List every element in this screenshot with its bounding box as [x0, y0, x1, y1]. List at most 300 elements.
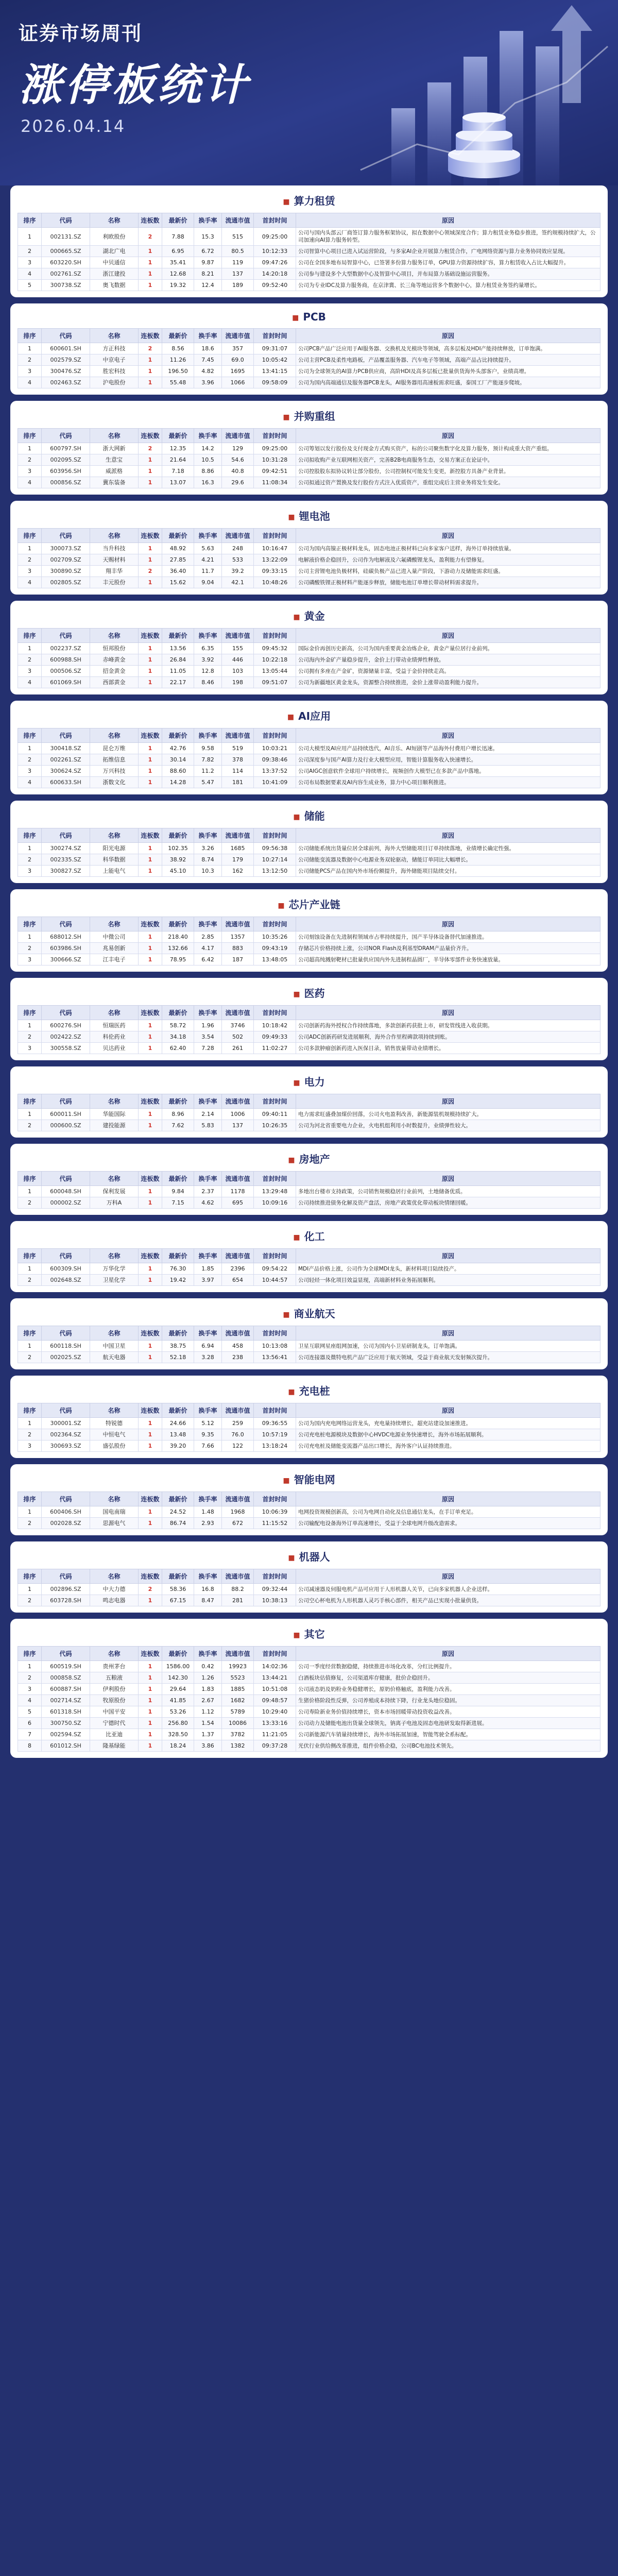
turnover-cell: 8.74	[194, 854, 222, 866]
reason-cell: 卫星互联网星座组网加速，公司为国内小卫星研制龙头，订单饱满。	[296, 1341, 600, 1352]
table-row	[18, 477, 600, 488]
table-row	[18, 454, 600, 466]
price-cell: 7.88	[162, 228, 194, 246]
column-header: 首封时间	[254, 213, 296, 228]
table-header-row	[18, 1172, 600, 1186]
turnover-cell: 1.37	[194, 1729, 222, 1740]
hero-banner	[0, 0, 618, 185]
rank-cell: 2	[18, 854, 42, 866]
market-cap-cell: 198	[222, 677, 254, 688]
turnover-cell: 4.62	[194, 1197, 222, 1209]
column-header: 连板数	[139, 1647, 162, 1661]
sector-title	[18, 191, 600, 213]
column-header: 原因	[296, 1326, 600, 1341]
sector-title-text: 芯片产业链	[288, 899, 340, 911]
turnover-cell: 15.3	[194, 228, 222, 246]
table-row	[18, 1197, 600, 1209]
sector-title	[18, 806, 600, 828]
turnover-cell: 11.2	[194, 766, 222, 777]
stock-code-cell: 300073.SZ	[42, 543, 90, 554]
board-count-cell: 2	[139, 443, 162, 454]
market-cap-cell: 187	[222, 954, 254, 965]
board-count-cell: 1	[139, 1684, 162, 1695]
market-cap-cell: 3782	[222, 1729, 254, 1740]
stock-code-cell: 600118.SH	[42, 1341, 90, 1352]
rank-cell: 5	[18, 280, 42, 291]
table-header-row	[18, 1326, 600, 1341]
column-header: 连板数	[139, 1326, 162, 1341]
limit-up-table	[18, 1492, 600, 1529]
rank-cell: 4	[18, 1695, 42, 1706]
stock-code-cell: 002028.SZ	[42, 1518, 90, 1529]
sector-title-text: 充电桩	[299, 1385, 330, 1397]
board-count-cell: 1	[139, 1706, 162, 1718]
column-header: 流通市值	[222, 1006, 254, 1020]
column-header: 原因	[296, 1647, 600, 1661]
column-header: 连板数	[139, 1403, 162, 1418]
market-cap-cell: 357	[222, 343, 254, 354]
market-cap-cell: 458	[222, 1341, 254, 1352]
stock-name-cell: 阳光电源	[90, 843, 139, 854]
board-count-cell: 1	[139, 754, 162, 766]
column-header: 换手率	[194, 1326, 222, 1341]
sector-title	[18, 309, 600, 328]
column-header: 原因	[296, 1172, 600, 1186]
first-seal-time-cell: 10:22:18	[254, 654, 296, 666]
first-seal-time-cell: 13:44:21	[254, 1672, 296, 1684]
stock-code-cell: 002025.SZ	[42, 1352, 90, 1363]
table-row	[18, 1518, 600, 1529]
board-count-cell: 1	[139, 1506, 162, 1518]
stock-code-cell: 601069.SH	[42, 677, 90, 688]
price-cell: 15.62	[162, 577, 194, 588]
sector-section	[10, 601, 608, 694]
table-row	[18, 743, 600, 754]
stock-code-cell: 603956.SH	[42, 466, 90, 477]
column-header: 换手率	[194, 213, 222, 228]
rank-cell: 1	[18, 343, 42, 354]
rank-cell: 1	[18, 443, 42, 454]
column-header: 名称	[90, 728, 139, 743]
column-header: 流通市值	[222, 213, 254, 228]
sector-section	[10, 1464, 608, 1535]
turnover-cell: 1.26	[194, 1672, 222, 1684]
table-row	[18, 1740, 600, 1752]
stock-code-cell: 300624.SZ	[42, 766, 90, 777]
sector-title-text: 储能	[304, 810, 325, 822]
column-header: 首封时间	[254, 917, 296, 931]
column-header: 名称	[90, 1249, 139, 1263]
table-row	[18, 257, 600, 268]
limit-up-table	[18, 1326, 600, 1363]
table-row	[18, 777, 600, 788]
reason-cell: 公司超高纯溅射靶材已批量供应国内外先进制程晶圆厂，半导体零部件业务快速放量。	[296, 954, 600, 965]
first-seal-time-cell: 09:42:51	[254, 466, 296, 477]
reason-cell: 公司为新疆地区黄金龙头，资源整合持续推进，金价上涨带动盈利能力提升。	[296, 677, 600, 688]
reason-cell: 公司持续推进债务化解及资产盘活，房地产政策优化带动板块情绪回暖。	[296, 1197, 600, 1209]
rank-cell: 8	[18, 1740, 42, 1752]
column-header: 换手率	[194, 1569, 222, 1584]
column-header: 排序	[18, 1172, 42, 1186]
market-cap-cell: 181	[222, 777, 254, 788]
column-header: 流通市值	[222, 1492, 254, 1506]
turnover-cell: 8.86	[194, 466, 222, 477]
rank-cell: 4	[18, 377, 42, 388]
first-seal-time-cell: 13:33:16	[254, 1718, 296, 1729]
board-count-cell: 1	[139, 466, 162, 477]
price-cell: 78.95	[162, 954, 194, 965]
column-header: 换手率	[194, 329, 222, 343]
stock-code-cell: 300890.SZ	[42, 566, 90, 577]
market-cap-cell: 129	[222, 443, 254, 454]
column-header: 最新价	[162, 1647, 194, 1661]
column-header: 流通市值	[222, 1326, 254, 1341]
stock-name-cell: 比亚迪	[90, 1729, 139, 1740]
stock-name-cell: 胜宏科技	[90, 366, 139, 377]
column-header: 连板数	[139, 429, 162, 443]
stock-code-cell: 600988.SH	[42, 654, 90, 666]
turnover-cell: 16.3	[194, 477, 222, 488]
column-header: 最新价	[162, 1172, 194, 1186]
column-header: 排序	[18, 629, 42, 643]
stock-name-cell: 奥飞数据	[90, 280, 139, 291]
price-cell: 58.72	[162, 1020, 194, 1031]
column-header: 流通市值	[222, 1403, 254, 1418]
column-header: 排序	[18, 1006, 42, 1020]
stock-code-cell: 002594.SZ	[42, 1729, 90, 1740]
stock-code-cell: 300001.SZ	[42, 1418, 90, 1429]
stock-code-cell: 688012.SH	[42, 931, 90, 943]
column-header: 代码	[42, 213, 90, 228]
price-cell: 7.15	[162, 1197, 194, 1209]
sector-section	[10, 303, 608, 395]
table-row	[18, 466, 600, 477]
market-cap-cell: 162	[222, 866, 254, 877]
market-cap-cell: 2396	[222, 1263, 254, 1275]
first-seal-time-cell: 13:12:50	[254, 866, 296, 877]
price-cell: 21.64	[162, 454, 194, 466]
column-header: 首封时间	[254, 529, 296, 543]
table-row	[18, 566, 600, 577]
first-seal-time-cell: 09:40:11	[254, 1109, 296, 1120]
column-header: 原因	[296, 1006, 600, 1020]
board-count-cell: 1	[139, 354, 162, 366]
price-cell: 48.92	[162, 543, 194, 554]
column-header: 代码	[42, 529, 90, 543]
column-header: 首封时间	[254, 429, 296, 443]
reason-cell: 电解液价格企稳回升，公司作为电解液及六氟磷酸锂龙头，盈利能力有望修复。	[296, 554, 600, 566]
table-row	[18, 954, 600, 965]
board-count-cell: 1	[139, 477, 162, 488]
stock-code-cell: 300476.SZ	[42, 366, 90, 377]
first-seal-time-cell: 09:56:38	[254, 843, 296, 854]
stock-code-cell: 002761.SZ	[42, 268, 90, 280]
stock-code-cell: 002364.SZ	[42, 1429, 90, 1440]
square-bullet-icon: ■	[293, 990, 300, 998]
turnover-cell: 4.17	[194, 943, 222, 954]
reason-cell: 公司主营PCB及柔性电路板，产品覆盖服务器、汽车电子等领域，高端产品占比持续提升。	[296, 354, 600, 366]
reason-cell: 公司深度参与国产AI算力及行业大模型应用，智能计算服务收入快速增长。	[296, 754, 600, 766]
reason-cell: 公司为国内高镍正极材料龙头，固态电池正极材料已向多家客户送样，海外订单持续放量。	[296, 543, 600, 554]
table-row	[18, 1263, 600, 1275]
table-header-row	[18, 917, 600, 931]
reason-cell: 公司液态奶及奶粉业务稳健增长，原奶价格触底，盈利能力改善。	[296, 1684, 600, 1695]
table-row	[18, 854, 600, 866]
board-count-cell: 1	[139, 577, 162, 588]
reason-cell: 公司拟通过资产置换及发行股份方式注入优质资产，重组完成后主营业务将发生变化。	[296, 477, 600, 488]
price-cell: 19.32	[162, 280, 194, 291]
first-seal-time-cell: 11:02:27	[254, 1043, 296, 1054]
rank-cell: 2	[18, 1672, 42, 1684]
reason-cell: 公司输配电设备海外订单高速增长，受益于全球电网升级改造需求。	[296, 1518, 600, 1529]
price-cell: 27.85	[162, 554, 194, 566]
rank-cell: 3	[18, 766, 42, 777]
column-header: 流通市值	[222, 629, 254, 643]
column-header: 最新价	[162, 728, 194, 743]
column-header: 排序	[18, 728, 42, 743]
board-count-cell: 1	[139, 1418, 162, 1429]
market-cap-cell: 137	[222, 1120, 254, 1131]
price-cell: 12.35	[162, 443, 194, 454]
stock-name-cell: 浙大网新	[90, 443, 139, 454]
column-header: 排序	[18, 1326, 42, 1341]
table-row	[18, 366, 600, 377]
first-seal-time-cell: 10:05:42	[254, 354, 296, 366]
reason-cell: 公司轻烃一体化项目效益显现，高端新材料业务拓展顺利。	[296, 1275, 600, 1286]
table-header-row	[18, 429, 600, 443]
turnover-cell: 2.37	[194, 1186, 222, 1197]
stock-code-cell: 000600.SZ	[42, 1120, 90, 1131]
rank-cell: 1	[18, 843, 42, 854]
first-seal-time-cell: 10:41:09	[254, 777, 296, 788]
reason-cell: 公司充电桩电源模块及数据中心HVDC电源业务快速增长，海外市场拓展顺利。	[296, 1429, 600, 1440]
column-header: 排序	[18, 429, 42, 443]
market-cap-cell: 259	[222, 1418, 254, 1429]
sector-title	[18, 1226, 600, 1248]
column-header: 最新价	[162, 629, 194, 643]
first-seal-time-cell: 09:48:57	[254, 1695, 296, 1706]
table-header-row	[18, 529, 600, 543]
turnover-cell: 16.8	[194, 1584, 222, 1595]
first-seal-time-cell: 14:02:36	[254, 1661, 296, 1672]
reason-cell: 公司多款肿瘤创新药进入医保目录，销售放量带动业绩增长。	[296, 1043, 600, 1054]
market-cap-cell: 883	[222, 943, 254, 954]
table-header-row	[18, 1647, 600, 1661]
reason-cell: 公司储能变流器及数据中心电源业务双轮驱动，储能订单同比大幅增长。	[296, 854, 600, 866]
column-header: 代码	[42, 1094, 90, 1109]
market-cap-cell: 1382	[222, 1740, 254, 1752]
table-row	[18, 246, 600, 257]
sector-title-text: PCB	[303, 311, 326, 323]
first-seal-time-cell: 09:32:44	[254, 1584, 296, 1595]
stock-name-cell: 贝达药业	[90, 1043, 139, 1054]
turnover-cell: 1.85	[194, 1263, 222, 1275]
reason-cell: 公司与国内头部云厂商签订算力服务框架协议，拟在数据中心领域深度合作；算力租赁业务稳步推进，签约规模持续扩大，公司加速向AI算力服务转型。	[296, 228, 600, 246]
stock-name-cell: 科伦药业	[90, 1031, 139, 1043]
table-header-row	[18, 1403, 600, 1418]
square-bullet-icon: ■	[283, 1476, 290, 1485]
rank-cell: 2	[18, 454, 42, 466]
stock-name-cell: 中京电子	[90, 354, 139, 366]
first-seal-time-cell: 09:45:32	[254, 643, 296, 654]
market-cap-cell: 238	[222, 1352, 254, 1363]
stock-name-cell: 国电南瑞	[90, 1506, 139, 1518]
column-header: 排序	[18, 828, 42, 843]
table-row	[18, 1440, 600, 1452]
column-header: 排序	[18, 1403, 42, 1418]
table-row	[18, 1729, 600, 1740]
column-header: 流通市值	[222, 828, 254, 843]
rank-cell: 3	[18, 257, 42, 268]
board-count-cell: 1	[139, 931, 162, 943]
column-header: 名称	[90, 429, 139, 443]
turnover-cell: 12.8	[194, 666, 222, 677]
stock-code-cell: 000506.SZ	[42, 666, 90, 677]
first-seal-time-cell: 10:51:08	[254, 1684, 296, 1695]
sector-section	[10, 1376, 608, 1458]
stock-name-cell: 思源电气	[90, 1518, 139, 1529]
stock-name-cell: 江丰电子	[90, 954, 139, 965]
table-row	[18, 1352, 600, 1363]
reason-cell: 公司ADC创新药研发进展顺利，海外合作里程碑款项持续到账。	[296, 1031, 600, 1043]
column-header: 最新价	[162, 1094, 194, 1109]
table-row	[18, 1684, 600, 1695]
first-seal-time-cell: 10:18:42	[254, 1020, 296, 1031]
first-seal-time-cell: 10:09:16	[254, 1197, 296, 1209]
rank-cell: 3	[18, 866, 42, 877]
turnover-cell: 9.35	[194, 1429, 222, 1440]
stock-name-cell: 建投能源	[90, 1120, 139, 1131]
market-cap-cell: 248	[222, 543, 254, 554]
stock-name-cell: 中国卫星	[90, 1341, 139, 1352]
column-header: 名称	[90, 1492, 139, 1506]
square-bullet-icon: ■	[293, 1631, 300, 1639]
price-cell: 1586.00	[162, 1661, 194, 1672]
first-seal-time-cell: 09:31:07	[254, 343, 296, 354]
first-seal-time-cell: 10:26:35	[254, 1120, 296, 1131]
turnover-cell: 3.28	[194, 1352, 222, 1363]
sector-title-text: 其它	[304, 1628, 325, 1640]
market-cap-cell: 378	[222, 754, 254, 766]
reason-cell: 公司储能PCS产品在国内外市场份额提升，海外储能项目陆续交付。	[296, 866, 600, 877]
turnover-cell: 3.54	[194, 1031, 222, 1043]
square-bullet-icon: ■	[293, 1233, 300, 1242]
stock-code-cell: 300274.SZ	[42, 843, 90, 854]
table-row	[18, 554, 600, 566]
stock-code-cell: 002805.SZ	[42, 577, 90, 588]
turnover-cell: 7.66	[194, 1440, 222, 1452]
price-cell: 14.28	[162, 777, 194, 788]
board-count-cell: 1	[139, 1740, 162, 1752]
column-header: 名称	[90, 1094, 139, 1109]
column-header: 代码	[42, 828, 90, 843]
rank-cell: 3	[18, 1440, 42, 1452]
stock-name-cell: 丰元股份	[90, 577, 139, 588]
stock-code-cell: 601012.SH	[42, 1740, 90, 1752]
stock-code-cell: 002131.SZ	[42, 228, 90, 246]
table-header-row	[18, 828, 600, 843]
turnover-cell: 1.83	[194, 1684, 222, 1695]
column-header: 流通市值	[222, 429, 254, 443]
market-cap-cell: 39.2	[222, 566, 254, 577]
first-seal-time-cell: 09:43:19	[254, 943, 296, 954]
market-cap-cell: 281	[222, 1595, 254, 1606]
market-cap-cell: 1006	[222, 1109, 254, 1120]
turnover-cell: 3.86	[194, 1740, 222, 1752]
square-bullet-icon: ■	[283, 413, 290, 421]
first-seal-time-cell: 09:52:40	[254, 280, 296, 291]
first-seal-time-cell: 09:54:22	[254, 1263, 296, 1275]
stock-name-cell: 中微公司	[90, 931, 139, 943]
stock-code-cell: 600011.SH	[42, 1109, 90, 1120]
limit-up-table	[18, 917, 600, 965]
sector-title-text: 房地产	[299, 1153, 330, 1165]
turnover-cell: 2.67	[194, 1695, 222, 1706]
rank-cell: 1	[18, 1186, 42, 1197]
rank-cell: 4	[18, 777, 42, 788]
stock-code-cell: 300666.SZ	[42, 954, 90, 965]
column-header: 原因	[296, 429, 600, 443]
price-cell: 9.84	[162, 1186, 194, 1197]
turnover-cell: 5.47	[194, 777, 222, 788]
stock-code-cell: 002648.SZ	[42, 1275, 90, 1286]
column-header: 换手率	[194, 917, 222, 931]
table-row	[18, 228, 600, 246]
reason-cell: 公司为河北省重要电力企业，火电机组利用小时数提升，业绩弹性较大。	[296, 1120, 600, 1131]
rank-cell: 2	[18, 1352, 42, 1363]
stock-name-cell: 中恒电气	[90, 1429, 139, 1440]
board-count-cell: 1	[139, 1043, 162, 1054]
first-seal-time-cell: 13:29:48	[254, 1186, 296, 1197]
price-cell: 13.56	[162, 643, 194, 654]
sector-title-text: 黄金	[304, 610, 325, 622]
table-row	[18, 643, 600, 654]
price-cell: 30.14	[162, 754, 194, 766]
table-header-row	[18, 213, 600, 228]
price-cell: 7.18	[162, 466, 194, 477]
rank-cell: 1	[18, 1263, 42, 1275]
board-count-cell: 2	[139, 1584, 162, 1595]
column-header: 名称	[90, 1403, 139, 1418]
table-row	[18, 843, 600, 854]
column-header: 原因	[296, 728, 600, 743]
reason-cell: 公司一季度经营数据稳健，持续推进市场化改革，分红比例提升。	[296, 1661, 600, 1672]
market-cap-cell: 1066	[222, 377, 254, 388]
market-cap-cell: 5523	[222, 1672, 254, 1684]
turnover-cell: 10.5	[194, 454, 222, 466]
stock-name-cell: 生意宝	[90, 454, 139, 466]
column-header: 排序	[18, 529, 42, 543]
first-seal-time-cell: 11:08:34	[254, 477, 296, 488]
column-header: 最新价	[162, 917, 194, 931]
column-header: 流通市值	[222, 529, 254, 543]
rank-cell: 3	[18, 1043, 42, 1054]
reason-cell: 存储芯片价格持续上涨，公司NOR Flash及利基型DRAM产品量价齐升。	[296, 943, 600, 954]
stock-code-cell: 600048.SH	[42, 1186, 90, 1197]
stock-name-cell: 贵州茅台	[90, 1661, 139, 1672]
limit-up-table	[18, 1094, 600, 1131]
stock-name-cell: 五粮液	[90, 1672, 139, 1684]
stock-code-cell: 002714.SZ	[42, 1695, 90, 1706]
reason-cell: 公司磷酸铁锂正极材料产能逐步释放，储能电池订单增长带动材料需求提升。	[296, 577, 600, 588]
stock-name-cell: 天赐材料	[90, 554, 139, 566]
sector-section	[10, 1619, 608, 1758]
table-row	[18, 866, 600, 877]
first-seal-time-cell: 14:20:18	[254, 268, 296, 280]
column-header: 排序	[18, 213, 42, 228]
stock-name-cell: 盛弘股份	[90, 1440, 139, 1452]
first-seal-time-cell: 10:16:47	[254, 543, 296, 554]
